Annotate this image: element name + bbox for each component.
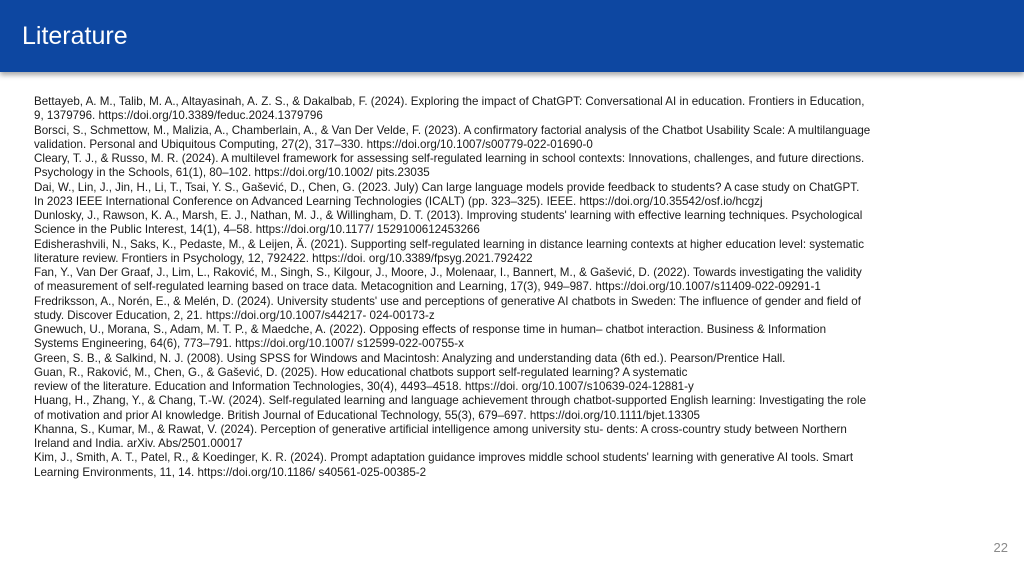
reference-line: Gnewuch, U., Morana, S., Adam, M. T. P., & Maedche, A. (2022). Opposing effects of response time in human– chatbot interaction. Business & Information <box>34 323 827 336</box>
title-bar <box>0 0 1024 72</box>
reference-line: Khanna, S., Kumar, M., & Rawat, V. (2024). Perception of generative artificial intelligence among university stu- dents: A cross-country study between Northern <box>34 422 847 436</box>
reference-line: Cleary, T. J., & Russo, M. R. (2024). A multilevel framework for assessing self‐regulated learning in school contexts: Innovations, challenges, and future directions. <box>34 152 865 165</box>
reference-entry <box>34 295 994 324</box>
reference-line: Learning Environments, 11, 14. https://doi.org/10.1186/ s40561-025-00385-2 <box>34 465 427 479</box>
reference-line: Guan, R., Raković, M., Chen, G., & Gašević, D. (2025). How educational chatbots support self-regulated learning? A systematic <box>34 365 688 379</box>
reference-line: Systems Engineering, 64(6), 773–791. https://doi.org/10.1007/ s12599-022-00755-x <box>34 337 464 351</box>
reference-line: Dunlosky, J., Rawson, K. A., Marsh, E. J., Nathan, M. J., & Willingham, D. T. (2013). Improving students' learning with effective learning techniques. Psychological <box>34 209 863 222</box>
reference-line: Huang, H., Zhang, Y., & Chang, T.-W. (2024). Self-regulated learning and language achievement through chatbot-supported English learning: Investigating the role <box>34 394 867 408</box>
reference-line: Borsci, S., Schmettow, M., Malizia, A., Chamberlain, A., & Van Der Velde, F. (2023). A confirmatory factorial analysis of the Chatbot Usability Scale: A multilanguage <box>34 123 871 137</box>
reference-line: Fan, Y., Van Der Graaf, J., Lim, L., Raković, M., Singh, S., Kilgour, J., Moore, J., Molenaar, I., Bannert, M., & Gašević, D. (2022). Towards investigating the validity <box>34 266 862 279</box>
reference-line: Kim, J., Smith, A. T., Patel, R., & Koedinger, K. R. (2024). Prompt adaptation guidance improves middle school students' learning with generative AI tools. Smart <box>34 451 854 465</box>
reference-entry <box>34 209 994 238</box>
reference-line: 9, 1379796. https://doi.org/10.3389/feduc.2024.1379796 <box>34 109 323 123</box>
reference-entry <box>34 451 994 480</box>
reference-entry <box>34 394 994 423</box>
reference-entry <box>34 323 994 352</box>
reference-list <box>34 95 994 480</box>
reference-entry <box>34 352 994 366</box>
page-title: Literature <box>22 22 128 50</box>
reference-entry <box>34 366 994 395</box>
reference-line: Psychology in the Schools, 61(1), 80–102. https://doi.org/10.1002/ pits.23035 <box>34 166 430 180</box>
reference-line: Dai, W., Lin, J., Jin, H., Li, T., Tsai, Y. S., Gašević, D., Chen, G. (2023. July) Can large language models provide feedback to students? A case study on ChatGPT. <box>34 180 860 194</box>
reference-line: of measurement of self-regulated learning based on trace data. Metacognition and Learning, 17(3), 949–987. https://doi.org/10.1007/s11409-022-09291-1 <box>34 280 821 294</box>
reference-line: study. Discover Education, 2, 21. https://doi.org/10.1007/s44217- 024-00173-z <box>34 308 435 322</box>
reference-line: Fredriksson, A., Norén, E., & Melén, D. (2024). University students' use and perceptions of generative AI chatbots in Sweden: The influence of gender and field of <box>34 294 861 308</box>
reference-entry <box>34 238 994 267</box>
reference-line: Ireland and India. arXiv. Abs/2501.00017 <box>34 437 243 450</box>
reference-entry <box>34 266 994 295</box>
reference-line: literature review. Frontiers in Psychology, 12, 792422. https://doi. org/10.3389/fpsyg.2021.792422 <box>34 251 533 265</box>
reference-line: Green, S. B., & Salkind, N. J. (2008). Using SPSS for Windows and Macintosh: Analyzing and understanding data (6th ed.). Pearson/Prentice Hall. <box>34 351 786 365</box>
reference-line: validation. Personal and Ubiquitous Computing, 27(2), 317–330. https://doi.org/10.1007/s00779-022-01690-0 <box>34 137 593 151</box>
reference-line: Edisherashvili, N., Saks, K., Pedaste, M., & Leijen, Ä. (2021). Supporting self-regulated learning in distance learning contexts at higher education level: systematic <box>34 237 865 251</box>
reference-line: review of the literature. Education and Information Technologies, 30(4), 4493–4518. https://doi. org/10.1007/s10639-024-12881-y <box>34 380 694 393</box>
reference-entry <box>34 423 994 452</box>
reference-entry <box>34 124 994 153</box>
reference-entry <box>34 152 994 181</box>
reference-line: Bettayeb, A. M., Talib, M. A., Altayasinah, A. Z. S., & Dakalbab, F. (2024). Exploring the impact of ChatGPT: Conversational AI in education. Frontiers in Education, <box>34 95 865 108</box>
reference-line: of motivation and prior AI knowledge. British Journal of Educational Technology, 55(3), 679–697. https://doi.org/10.1111/bjet.13305 <box>34 408 700 422</box>
page-number: 22 <box>993 540 1008 555</box>
reference-line: In 2023 IEEE International Conference on Advanced Learning Technologies (ICALT) (pp. 323–325). IEEE. https://doi.org/10.35542/osf.io/hcgzj <box>34 194 763 208</box>
reference-entry <box>34 181 994 210</box>
reference-line: Science in the Public Interest, 14(1), 4–58. https://doi.org/10.1177/ 1529100612453266 <box>34 223 480 237</box>
reference-entry <box>34 95 994 124</box>
